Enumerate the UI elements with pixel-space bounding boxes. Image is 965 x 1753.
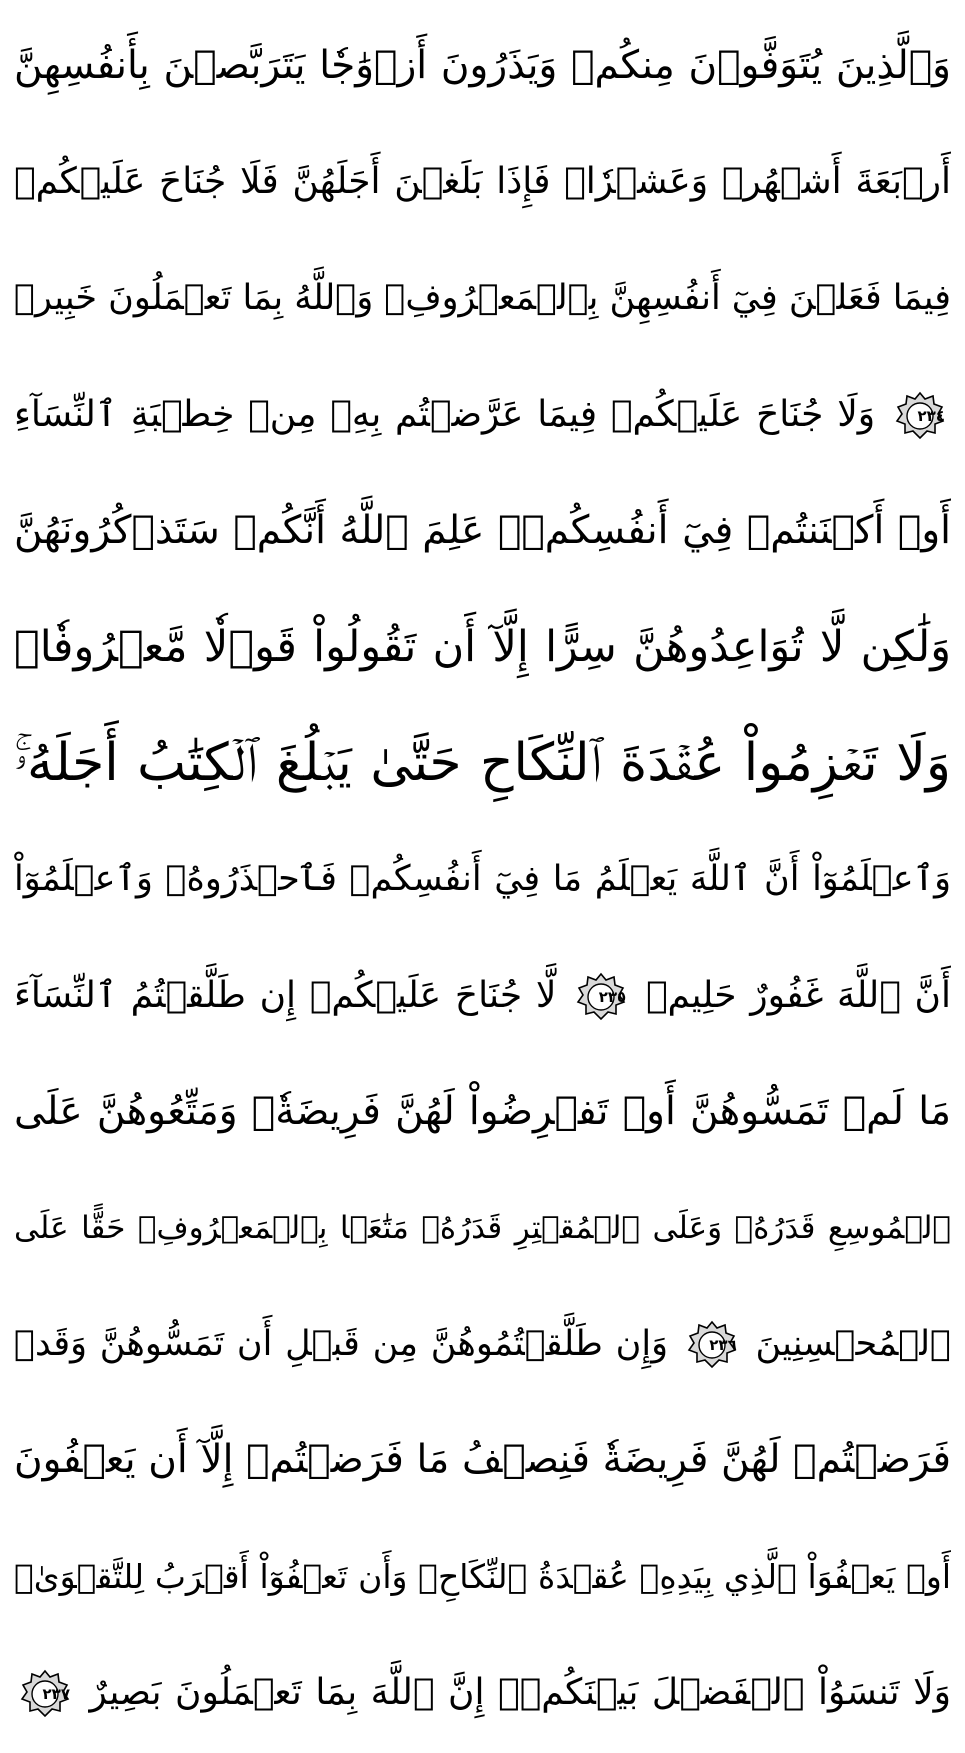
text-line — [14, 1645, 951, 1741]
ayah-number-marker — [895, 391, 945, 441]
verse-text: وَلَا جُنَاحَ عَلَيۡكُمۡ فِيمَا عَرَّضۡتُم بِهِۦ مِنۡ خِطۡبَةِ ٱلنِّسَآءِ — [14, 393, 876, 435]
verse-text: أَنَّ ٱللَّهَ غَفُورٌ حَلِيمٞ — [645, 974, 951, 1016]
verse-text: وَلَا تَعۡزِمُواْ عُقۡدَةَ ٱلنِّكَاحِ حَتَّىٰ يَبۡلُغَ ٱلۡكِتَٰبُ أَجَلَهُۥۚ — [14, 733, 951, 794]
verse-text: وَلَا تَنسَوُاْ ٱلۡفَضۡلَ بَيۡنَكُمۡۚ إِنَّ ٱللَّهَ بِمَا تَعۡمَلُونَ بَصِيرٌ — [89, 1671, 951, 1713]
verse-text: أَرۡبَعَةَ أَشۡهُرٖ وَعَشۡرٗاۖ فَإِذَا بَلَغۡنَ أَجَلَهُنَّ فَلَا جُنَاحَ عَلَيۡكُمۡ — [14, 161, 951, 203]
ayah-number: ٢٣٥ — [598, 987, 627, 1006]
verse-text: وَٱعۡلَمُوٓاْ أَنَّ ٱللَّهَ يَعۡلَمُ مَا فِيٓ أَنفُسِكُمۡ فَٱحۡذَرُوهُۚ وَٱعۡلَمُوٓاْ — [14, 859, 951, 900]
verse-text: ٱلۡمُوسِعِ قَدَرُهُۥ وَعَلَى ٱلۡمُقۡتِرِ قَدَرُهُۥ مَتَٰعَۢا بِٱلۡمَعۡرُوفِۖ حَقًّا عَلَى — [14, 1210, 951, 1247]
ayah-number: ٢٣٦ — [709, 1336, 737, 1355]
verse-text: لَّا جُنَاحَ عَلَيۡكُمۡ إِن طَلَّقۡتُمُ ٱلنِّسَآءَ — [14, 974, 557, 1016]
ayah-number-marker — [20, 1669, 70, 1719]
verse-text: أَوۡ يَعۡفُوَاْ ٱلَّذِي بِيَدِهِۦ عُقۡدَةُ ٱلنِّكَاحِۚ وَأَن تَعۡفُوٓاْ أَقۡرَبُ لِلتَّقۡوَىٰۚ — [14, 1556, 951, 1596]
text-line — [14, 250, 951, 346]
ayah-number-marker — [576, 972, 626, 1022]
verse-text: فِيمَا فَعَلۡنَ فِيٓ أَنفُسِهِنَّ بِٱلۡمَعۡرُوفِۗ وَٱللَّهُ بِمَا تَعۡمَلُونَ خَبِيرٞ — [14, 278, 951, 319]
verse-text: ٱلۡمُحۡسِنِينَ — [755, 1324, 951, 1365]
text-line — [14, 483, 951, 579]
text-line — [14, 948, 951, 1044]
ayah-number: ٢٣٧ — [42, 1684, 70, 1703]
ayah-number: ٢٣٤ — [917, 406, 945, 425]
ayah-number-marker — [687, 1320, 737, 1370]
text-line — [14, 1412, 951, 1508]
verse-text: وَإِن طَلَّقۡتُمُوهُنَّ مِن قَبۡلِ أَن تَمَسُّوهُنَّ وَقَدۡ — [14, 1324, 668, 1365]
text-line — [14, 599, 951, 695]
text-line — [14, 1064, 951, 1160]
verse-text: وَٱلَّذِينَ يُتَوَفَّوۡنَ مِنكُمۡ وَيَذَرُونَ أَزۡوَٰجٗا يَتَرَبَّصۡنَ بِأَنفُسِهِنَّ — [14, 43, 951, 88]
text-line — [14, 831, 951, 927]
text-line — [14, 1529, 951, 1625]
text-line — [14, 1180, 951, 1276]
text-line — [14, 18, 951, 114]
verse-text: فَرَضۡتُمۡ لَهُنَّ فَرِيضَةٗ فَنِصۡفُ مَا فَرَضۡتُمۡ إِلَّآ أَن يَعۡفُونَ — [14, 1437, 951, 1483]
verse-text: وَلَٰكِن لَّا تُوَاعِدُوهُنَّ سِرًّا إِلَّآ أَن تَقُولُواْ قَوۡلٗا مَّعۡرُوفٗاۚ — [14, 622, 951, 673]
text-line — [14, 134, 951, 230]
text-line — [14, 1296, 951, 1392]
verse-text: مَا لَمۡ تَمَسُّوهُنَّ أَوۡ تَفۡرِضُواْ لَهُنَّ فَرِيضَةٗۚ وَمَتِّعُوهُنَّ عَلَى — [14, 1088, 951, 1134]
text-line — [14, 715, 951, 811]
text-line — [14, 367, 951, 463]
verse-text: أَوۡ أَكۡنَنتُمۡ فِيٓ أَنفُسِكُمۡۚ عَلِمَ ٱللَّهُ أَنَّكُمۡ سَتَذۡكُرُونَهُنَّ — [14, 507, 951, 553]
